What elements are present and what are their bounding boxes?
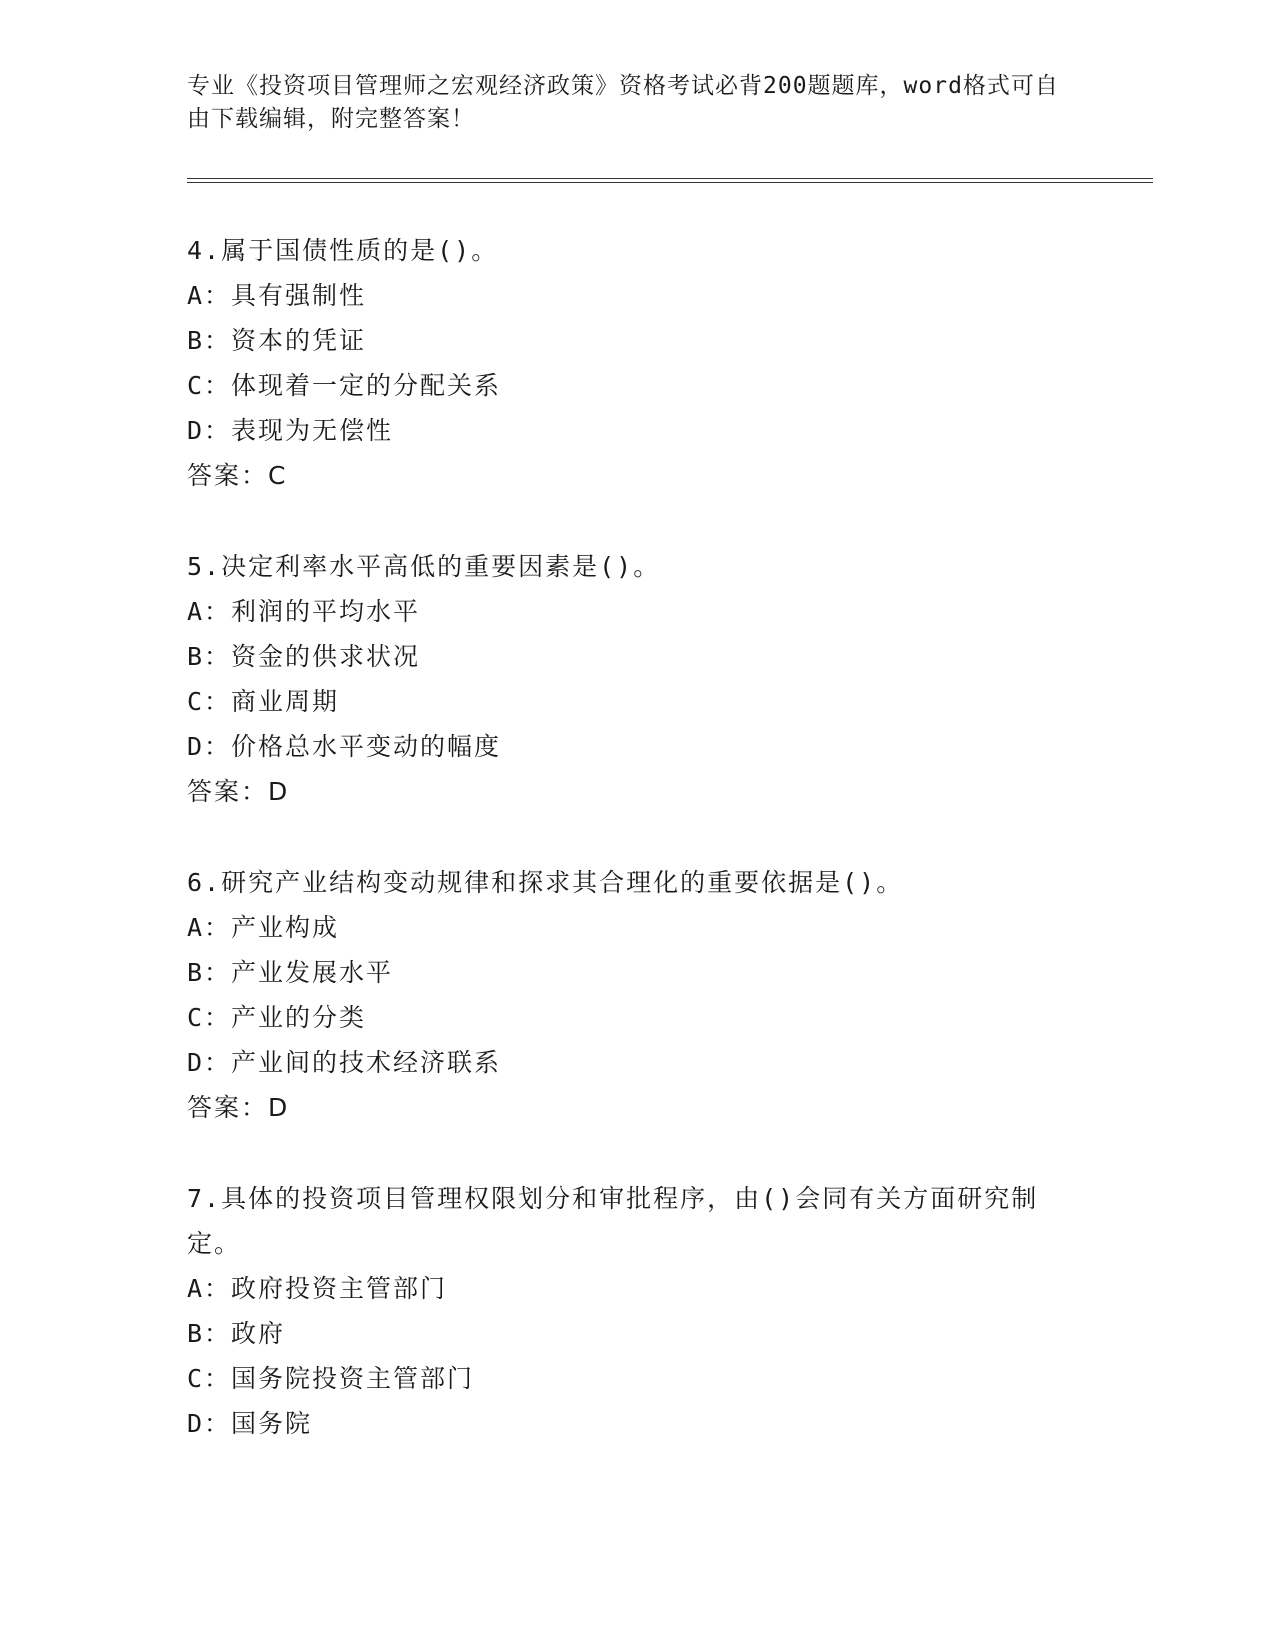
option-d: D：国务院	[187, 1409, 313, 1438]
question-stem: 7.具体的投资项目管理权限划分和审批程序，由()会同有关方面研究制定。	[187, 1184, 1039, 1258]
question-4	[187, 228, 1067, 498]
answer: 答案：D	[187, 1093, 290, 1122]
question-6	[187, 860, 1067, 1130]
option-a: A：具有强制性	[187, 281, 367, 310]
option-a: A：利润的平均水平	[187, 597, 421, 626]
document-header: 专业《投资项目管理师之宏观经济政策》资格考试必背200题题库，word格式可自由下载编辑，附完整答案！	[187, 73, 1059, 132]
header-divider	[187, 178, 1153, 183]
option-b: B：资金的供求状况	[187, 642, 421, 671]
option-b: B：资本的凭证	[187, 326, 367, 355]
option-c: C：产业的分类	[187, 1003, 367, 1032]
option-d: D：产业间的技术经济联系	[187, 1048, 502, 1077]
option-b: B：政府	[187, 1319, 286, 1348]
option-a: A：政府投资主管部门	[187, 1274, 448, 1303]
option-c: C：商业周期	[187, 687, 340, 716]
answer: 答案：C	[187, 461, 288, 490]
question-stem: 6.研究产业结构变动规律和探求其合理化的重要依据是()。	[187, 868, 904, 897]
answer: 答案：D	[187, 777, 290, 806]
option-c: C：国务院投资主管部门	[187, 1364, 475, 1393]
option-c: C：体现着一定的分配关系	[187, 371, 502, 400]
question-stem: 5.决定利率水平高低的重要因素是()。	[187, 552, 661, 581]
question-7	[187, 1176, 1067, 1446]
option-a: A：产业构成	[187, 913, 340, 942]
question-stem: 4.属于国债性质的是()。	[187, 236, 499, 265]
question-5	[187, 544, 1067, 814]
option-d: D：表现为无偿性	[187, 416, 394, 445]
option-d: D：价格总水平变动的幅度	[187, 732, 502, 761]
option-b: B：产业发展水平	[187, 958, 394, 987]
